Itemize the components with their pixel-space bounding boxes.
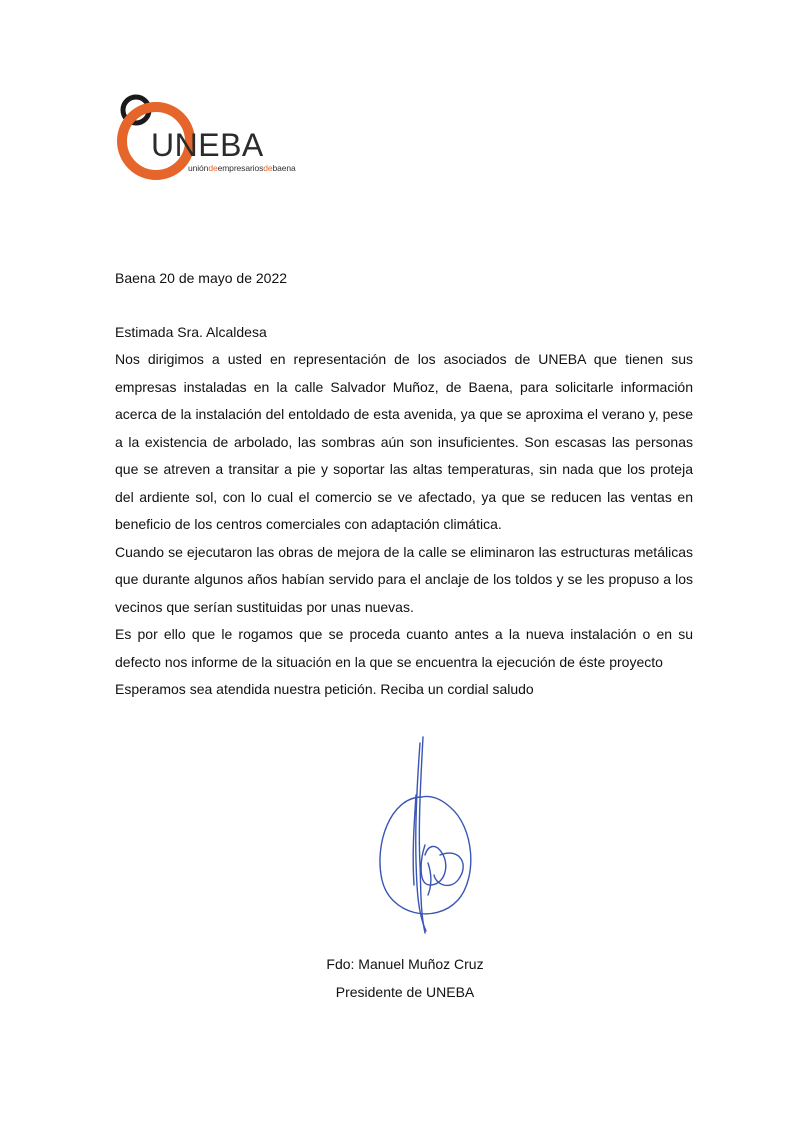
logo-tagline-part: de	[208, 163, 218, 173]
signer-name: Fdo: Manuel Muñoz Cruz	[326, 956, 484, 972]
logo-wordmark: UNEBA	[151, 127, 264, 163]
letter-date: Baena 20 de mayo de 2022	[115, 270, 288, 286]
letter-paragraph: Es por ello que le rogamos que se proceda cuanto antes a la nueva instalación o en su defecto nos informe de la situación en la que se encuentra la ejecución de éste proyecto	[115, 626, 693, 670]
logo-tagline	[188, 164, 296, 173]
letter-greeting: Estimada Sra. Alcaldesa	[115, 324, 267, 340]
uneba-logo	[112, 93, 342, 185]
logo-tagline-part: baena	[272, 163, 296, 173]
signer-role: Presidente de UNEBA	[335, 984, 475, 1000]
logo-tagline-part: empresarios	[217, 163, 264, 173]
letter-body	[115, 346, 693, 704]
logo-tagline-part: unión	[188, 163, 209, 173]
letter-paragraph: Nos dirigimos a usted en representación de los asociados de UNEBA que tienen sus empresas instaladas en la calle Salvador Muñoz, de Baena, para solicitarle información acerca de la instalación del entoldado de esta avenida, ya que se aproxima el verano y, pese a la existencia de arbolado, las sombras aún son insuficientes. Son escasas las personas que se atreven a transitar a pie y soportar las altas temperaturas, sin nada que los proteja del ardiente sol, con lo cual el comercio se ve afectado, ya que se reducen las ventas en beneficio de los centros comerciales con adaptación climática.	[115, 351, 693, 532]
logo-tagline-part: de	[263, 163, 273, 173]
handwritten-signature	[370, 735, 480, 935]
signature-icon	[370, 735, 480, 935]
letter-paragraph: Cuando se ejecutaron las obras de mejora de la calle se eliminaron las estructuras metálicas que durante algunos años habían servido para el anclaje de los toldos y se les propuso a los vecinos que serían sustituidas por unas nuevas.	[115, 543, 693, 615]
letter-paragraph: Esperamos sea atendida nuestra petición. Reciba un cordial saludo	[115, 681, 534, 697]
